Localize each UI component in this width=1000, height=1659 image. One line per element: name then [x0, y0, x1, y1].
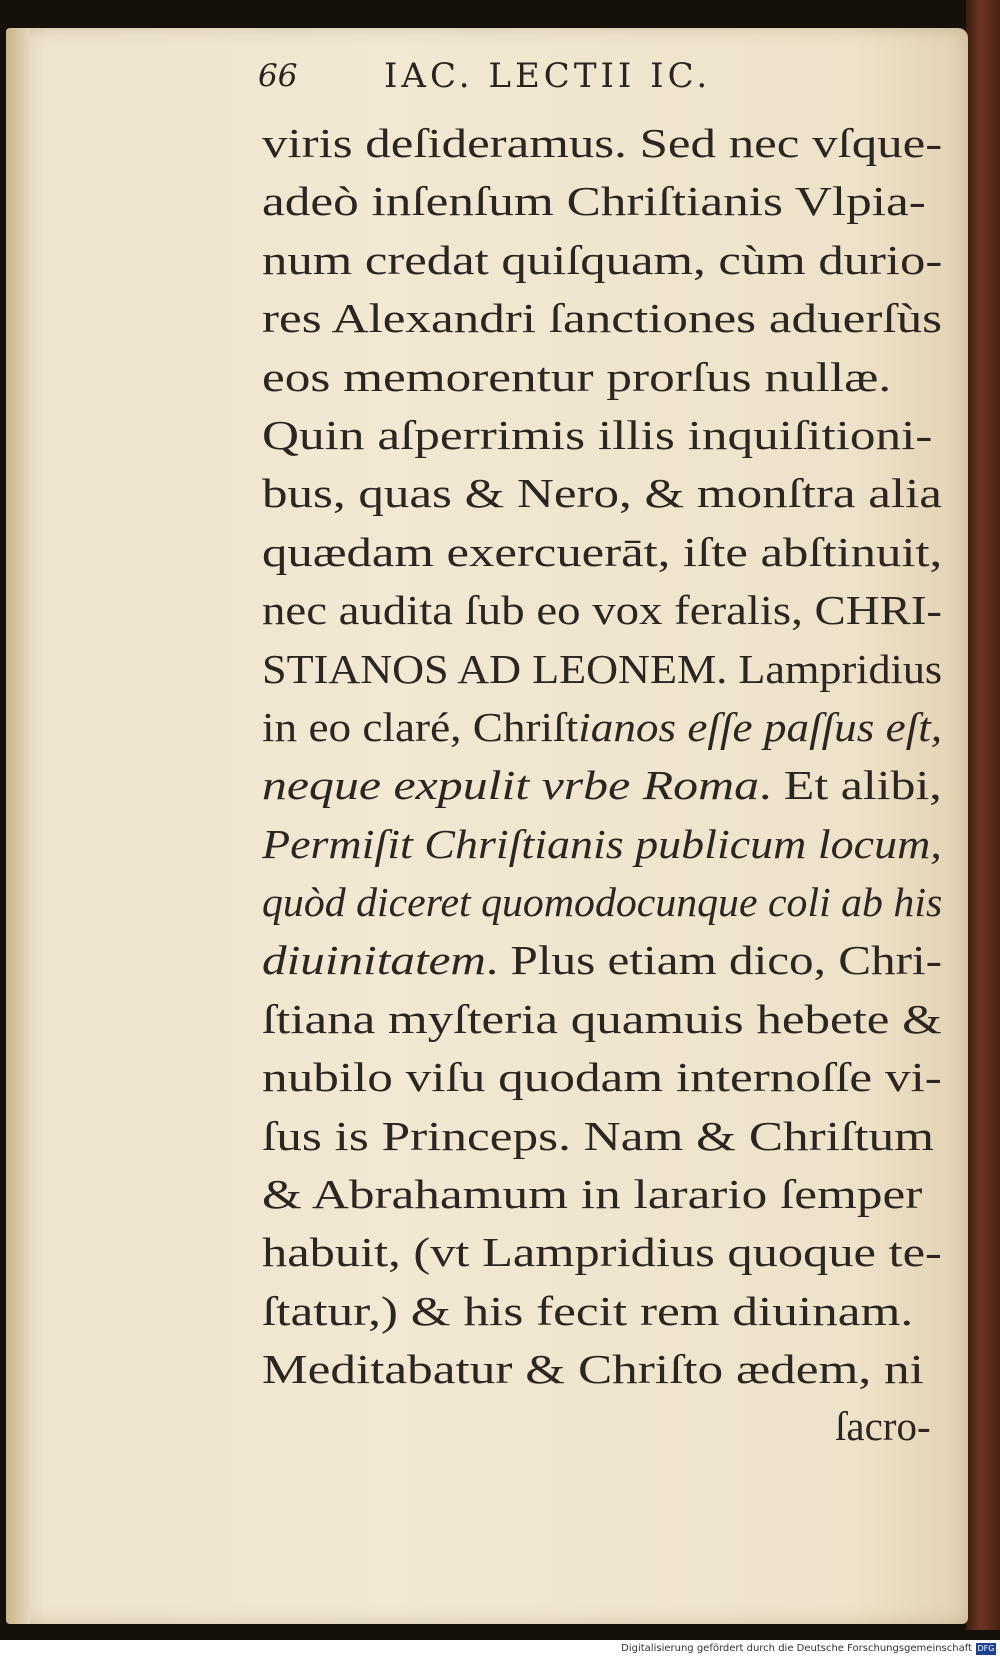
text-line-content — [262, 815, 942, 873]
text-line-content: eos memorentur prorſus nullæ. — [262, 353, 892, 400]
page-number: 66 — [258, 58, 298, 94]
text-line-content: habuit, (vt Lampridius quoque te- — [262, 1229, 942, 1276]
quoted-passage: neque expulit vrbe Roma — [262, 762, 760, 809]
quoted-passage: ianos eſſe paſſus eſt, — [578, 703, 943, 750]
text-line — [262, 815, 952, 873]
text-line-content: ſus is Princeps. Nam & Chriſtum — [262, 1112, 934, 1159]
text-line — [262, 523, 952, 581]
page-header — [258, 52, 778, 102]
text-line — [262, 1282, 952, 1340]
text-line-content: nec audita ſub eo vox feralis, CHRI- — [262, 587, 943, 634]
text-line-content: Quin aſperrimis illis inquiſitioni- — [262, 411, 933, 458]
text-line-content: & Abrahamum in larario ſemper — [262, 1171, 923, 1218]
text-line — [262, 990, 952, 1048]
text-line-content: adeò inſenſum Chriſtianis Vlpia- — [262, 178, 926, 225]
text-line — [262, 1340, 952, 1398]
text-line-content: ſtatur,) & his fecit rem diuinam. — [262, 1287, 914, 1334]
running-head: IAC. LECTII IC. — [384, 56, 712, 96]
text-line-content: bus, quas & Nero, & monſtra alia — [262, 470, 942, 517]
text-line — [262, 231, 952, 289]
text-line — [262, 1107, 952, 1165]
text-line-content: viris deſideramus. Sed nec vſque- — [262, 120, 943, 166]
text-line — [262, 581, 952, 639]
text-line — [262, 1223, 952, 1281]
text-line-content: num credat quiſquam, cùm durio- — [262, 236, 943, 283]
text-line — [262, 873, 952, 931]
text-line — [262, 698, 952, 756]
text-line — [262, 640, 952, 698]
text-line — [262, 172, 952, 230]
text-line-content: res Alexandri ſanctiones aduerſùs — [262, 295, 943, 342]
text-line — [262, 348, 952, 406]
text-line — [262, 406, 952, 464]
text-line-content: diuinitatem. Plus etiam dico, Chri- — [262, 937, 942, 984]
quoted-passage: Permiſit Chriſtianis publicum locum, — [262, 820, 942, 867]
text-line — [262, 289, 952, 347]
dfg-logo: DFG — [977, 1644, 995, 1653]
book-binding-edge — [966, 0, 1000, 1630]
text-line-content: quædam exercuerāt, iſte abſtinuit, — [262, 528, 943, 575]
quoted-passage: diuinitatem — [262, 937, 486, 984]
quoted-passage: quòd diceret quomodocunque coli ab his — [262, 879, 943, 926]
funding-credit: Digitalisierung gefördert durch die Deutsche Forschungsgemeinschaft — [621, 1643, 972, 1654]
text-line — [262, 931, 952, 989]
text-line-content — [262, 873, 942, 931]
body-text — [262, 114, 952, 1399]
page-gutter-edge — [6, 28, 30, 1624]
text-line-content: neque expulit vrbe Roma. Et alibi, — [262, 762, 942, 809]
text-line — [262, 114, 952, 172]
text-line — [262, 1048, 952, 1106]
text-line — [262, 464, 952, 522]
catchword: ſacro- — [835, 1403, 931, 1449]
text-line-content: Meditabatur & Chriſto ædem, ni — [262, 1346, 924, 1393]
text-line-content: ſtiana myſteria quamuis hebete & — [262, 995, 942, 1042]
text-line-content: in eo claré, Chriſtianos eſſe paſſus eſt, — [262, 703, 943, 750]
text-line — [262, 1165, 952, 1223]
text-line — [262, 756, 952, 814]
digitization-footer — [0, 1640, 1000, 1659]
text-line-content: STIANOS AD LEONEM. Lampridius — [262, 645, 943, 692]
text-line-content: nubilo viſu quodam internoſſe vi- — [262, 1054, 942, 1101]
